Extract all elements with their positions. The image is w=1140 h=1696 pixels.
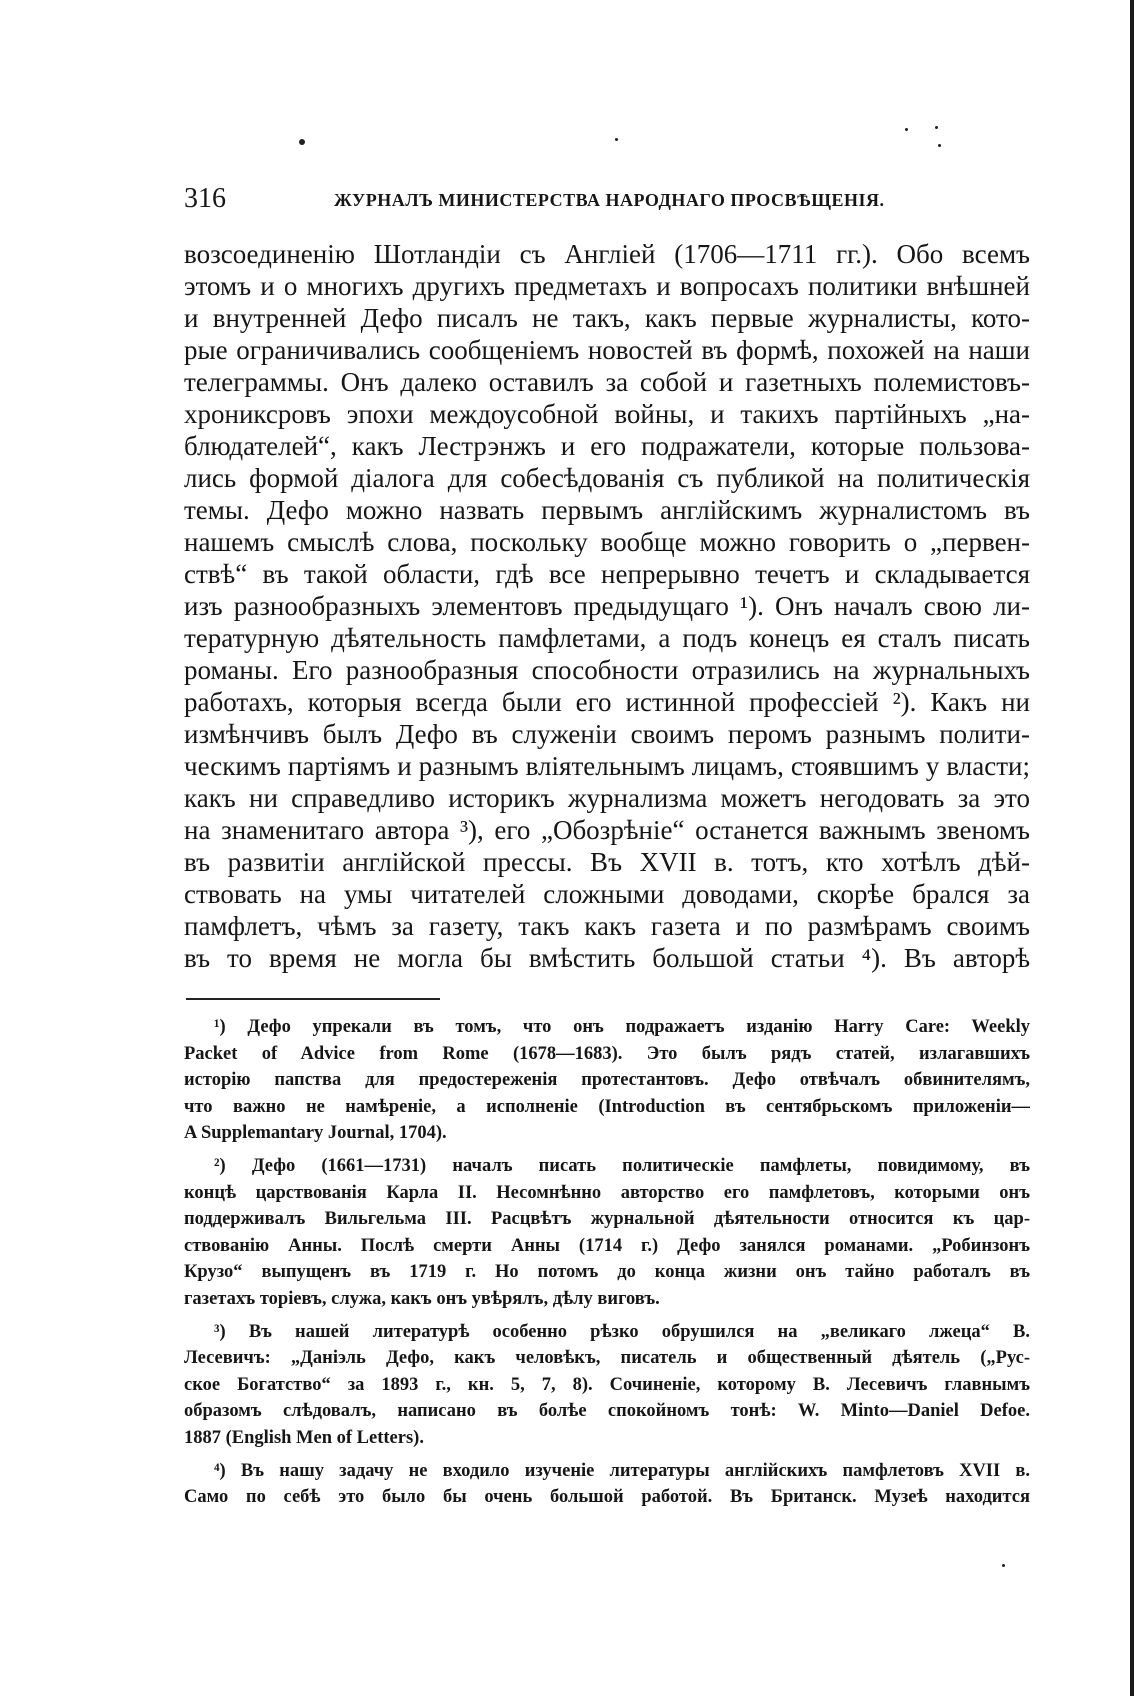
footnote-line: Packet of Advice from Rome (1678—1683). Это былъ рядъ статей, излагавшихъ [184,1043,1030,1064]
body-line: хрониксровъ эпохи междоусобной войны, и такихъ партійныхъ „на- [184,399,1030,429]
body-line: въ развитіи англійской прессы. Въ XVII в. тотъ, кто хотѣлъ дѣй- [184,847,1030,877]
scan-edge-line [1130,0,1134,1696]
body-line: и внутренней Дефо писалъ не такъ, какъ первые журналисты, кото- [184,303,1030,333]
footnote-line: газетахъ торіевъ, служа, какъ онъ увѣрялъ, дѣлу виговъ. [184,1288,660,1309]
body-line: изъ разнообразныхъ элементовъ предыдущаго ¹). Онъ началъ свою ли- [184,591,1030,621]
footnote-line: образомъ слѣдовалъ, написано въ болѣе спокойномъ тонѣ: W. Minto—Daniel Defoe. [184,1401,1030,1422]
scan-speck [938,144,941,147]
footnote-line: поддерживалъ Вильгельма III. Расцвѣтъ журнальной дѣятельности относится къ цар- [184,1209,1030,1230]
body-line: телеграммы. Онъ далеко оставилъ за собой и газетныхъ полемистовъ- [184,367,1030,397]
body-line: этомъ и о многихъ другихъ предметахъ и вопросахъ политики внѣшней [184,271,1030,301]
footnotes [184,1014,1030,1511]
body-line: блюдателей“, какъ Лестрэнжъ и его подражатели, которые пользова- [184,431,1030,461]
footnote-line: ствованію Анны. Послѣ смерти Анны (1714 г.) Дефо занялся романами. „Робинзонъ [184,1235,1030,1256]
body-line: какъ ни справедливо историкъ журнализма можетъ негодовать за это [184,783,1030,813]
footnote-rule [186,998,440,1000]
body-line: измѣнчивъ былъ Дефо въ служеніи своимъ перомъ разнымъ полити- [184,719,1030,749]
body-line: на знаменитаго автора ³), его „Обозрѣніе“ останется важнымъ звеномъ [184,815,1030,845]
footnote-line: ское Богатство“ за 1893 г., кн. 5, 7, 8). Сочиненіе, которому В. Лесевичъ главнымъ [184,1374,1030,1395]
footnote-line: Само по себѣ это было бы очень большой работой. Въ Британск. Музеѣ находится [184,1487,1030,1508]
body-text [184,238,1030,974]
footnote-line: концѣ царствованія Карла II. Несомнѣнно авторство его памфлетовъ, которыми онъ [184,1182,1030,1203]
footnote-line: Лесевичъ: „Даніэль Дефо, какъ человѣкъ, писатель и общественный дѣятель („Рус- [184,1348,1030,1369]
running-head: ЖУРНАЛЪ МИНИСТЕРСТВА НАРОДНАГО ПРОСВѢЩЕНІЯ. [334,190,885,210]
scan-speck [935,126,938,129]
footnote-2 [184,1153,1030,1313]
body-line: лись формой діалога для собесѣдованія съ публикой на политическія [184,463,1030,493]
scan-speck [1002,1564,1005,1567]
scan-speck [299,139,305,145]
footnote-line: Крузо“ выпущенъ въ 1719 г. Но потомъ до конца жизни онъ тайно работалъ въ [184,1262,1030,1283]
body-line: рые ограничивались сообщеніемъ новостей въ формѣ, похожей на наши [184,335,1030,365]
footnote-line: 1887 (English Men of Letters). [184,1427,424,1448]
scan-speck [905,128,908,131]
footnote-1 [184,1014,1030,1147]
footnote-line: ¹) Дефо упрекали въ томъ, что онъ подражаетъ изданію Harry Care: Weekly [214,1017,1030,1037]
body-line: ческимъ партіямъ и разнымъ вліятельнымъ лицамъ, стоявшимъ у власти; [184,751,1030,781]
footnote-line: ²) Дефо (1661—1731) началъ писать политическіе памфлеты, повидимому, въ [214,1155,1030,1176]
body-line: работахъ, которыя всегда были его истинной профессіей ²). Какъ ни [184,687,1030,717]
body-line: ствовать на умы читателей сложными доводами, скорѣе брался за [184,879,1030,909]
footnote-line: что важно не намѣреніе, а исполненіе (Introduction въ сентябрьскомъ приложеніи— [184,1096,1030,1117]
body-line: ствѣ“ въ такой области, гдѣ все непрерывно течетъ и складывается [184,559,1030,589]
page-header [184,182,1014,222]
body-line: возсоединенію Шотландіи съ Англіей (1706—1711 гг.). Обо всемъ [184,239,1030,269]
body-line: тературную дѣятельность памфлетами, а подъ конецъ ея сталъ писать [184,623,1030,653]
body-line: романы. Его разнообразныя способности отразились на журнальныхъ [184,655,1030,685]
footnote-line: ³) Въ нашей литературѣ особенно рѣзко обрушился на „великаго лжеца“ В. [214,1321,1030,1342]
footnote-line: A Supplemantary Journal, 1704). [184,1123,447,1144]
body-line: въ то время не могла бы вмѣстить большой статьи ⁴). Въ авторѣ [184,943,1030,973]
body-line: памфлетъ, чѣмъ за газету, такъ какъ газета и по размѣрамъ своимъ [184,911,1030,941]
footnote-line: исторію папства для предостереженія протестантовъ. Дефо отвѣчалъ обвинителямъ, [184,1070,1030,1091]
footnote-3 [184,1319,1030,1452]
body-line: нашемъ смыслѣ слова, поскольку вообще можно говорить о „первен- [184,527,1030,557]
footnote-4 [184,1458,1030,1511]
page-number: 316 [184,183,226,214]
body-line: темы. Дефо можно назвать первымъ англійскимъ журналистомъ въ [184,495,1030,525]
footnote-line: ⁴) Въ нашу задачу не входило изученіе литературы англійскихъ памфлетовъ XVII в. [214,1460,1030,1481]
scan-speck [615,138,618,141]
